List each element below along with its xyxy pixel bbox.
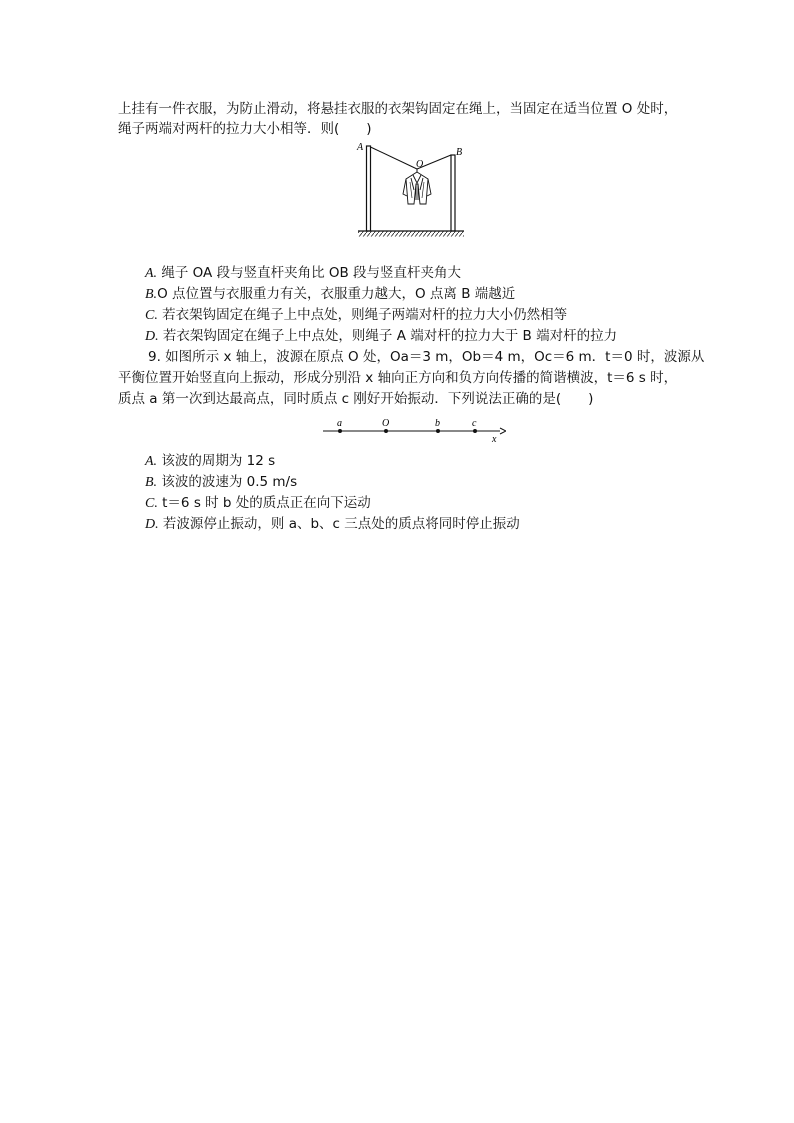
label-a: a xyxy=(337,418,342,429)
q9-line-3: 质点 a 第一次到达最高点，同时质点 c 刚好开始振动．下列说法正确的是( ) xyxy=(118,391,594,407)
point-b xyxy=(436,429,440,433)
ground-hatch xyxy=(358,232,464,237)
q8-option-d: D. 若衣架钩固定在绳子上中点处，则绳子 A 端对杆的拉力大于 B 端对杆的拉力 xyxy=(145,328,618,344)
q9-option-b: B. 该波的波速为 0.5 m/s xyxy=(145,474,298,490)
point-a xyxy=(338,429,342,433)
point-o xyxy=(384,429,388,433)
q9-x-axis-figure xyxy=(320,415,506,445)
point-c xyxy=(473,429,477,433)
q8-option-b: B.O 点位置与衣服重力有关，衣服重力越大，O 点离 B 端越近 xyxy=(145,286,516,302)
x-axis-arrow xyxy=(500,428,506,434)
left-pole xyxy=(367,146,371,231)
rope-oa xyxy=(371,147,418,169)
label-B: B xyxy=(456,147,463,158)
label-c: c xyxy=(472,418,477,429)
label-x: x xyxy=(492,434,497,445)
q8-intro-line-2: 绳子两端对两杆的拉力大小相等．则( ) xyxy=(118,121,372,137)
label-A: A xyxy=(357,142,364,153)
q8-option-c: C. 若衣架钩固定在绳子上中点处，则绳子两端对杆的拉力大小仍然相等 xyxy=(145,307,568,323)
q8-clothesline-figure xyxy=(350,138,470,240)
q9-option-a: A. 该波的周期为 12 s xyxy=(145,453,276,469)
label-o: O xyxy=(382,418,390,429)
q8-option-a: A. 绳子 OA 段与竖直杆夹角比 OB 段与竖直杆夹角大 xyxy=(145,265,462,281)
q8-intro-line-1: 上挂有一件衣服，为防止滑动，将悬挂衣服的衣架钩固定在绳上，当固定在适当位置 O 处时， xyxy=(118,101,678,117)
q9-option-c: C. t＝6 s 时 b 处的质点正在向下运动 xyxy=(145,495,371,511)
clothes-icon xyxy=(403,172,431,204)
label-b: b xyxy=(435,418,440,429)
q9-line-2: 平衡位置开始竖直向上振动，形成分别沿 x 轴向正方向和负方向传播的简谐横波，t＝6 s 时， xyxy=(118,370,678,386)
label-O: O xyxy=(416,159,424,170)
right-pole xyxy=(451,155,455,231)
q9-line-1: 9. 如图所示 x 轴上，波源在原点 O 处，Oa＝3 m，Ob＝4 m，Oc＝6 m．t＝0 时，波源从 xyxy=(148,349,705,365)
q9-option-d: D. 若波源停止振动，则 a、b、c 三点处的质点将同时停止振动 xyxy=(145,516,520,532)
